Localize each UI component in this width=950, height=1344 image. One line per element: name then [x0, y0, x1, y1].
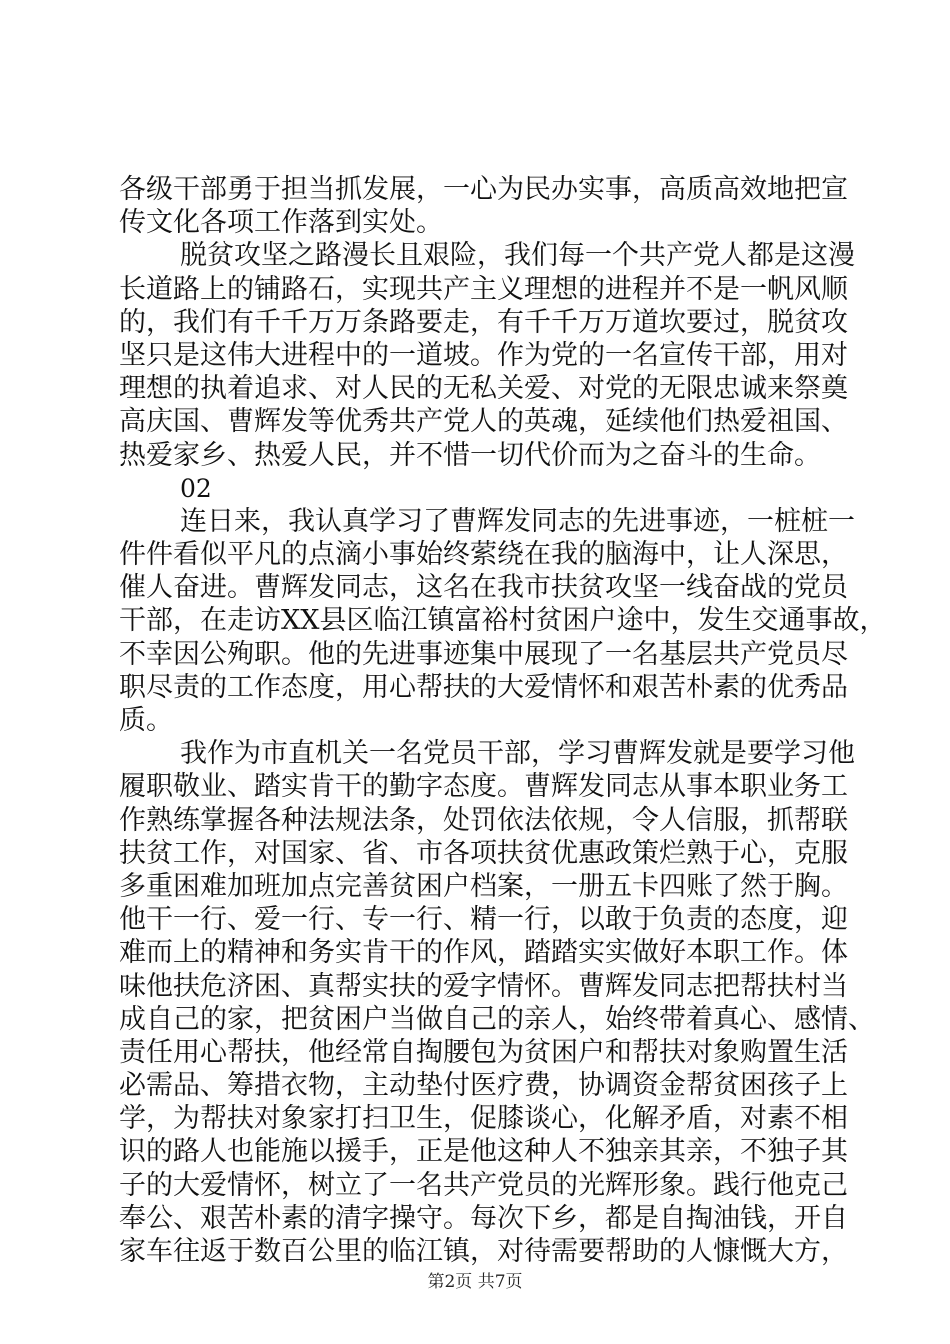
text-line: 履职敬业、踏实肯干的勤字态度。曹辉发同志从事本职业务工 — [119, 771, 848, 802]
text-line: 催人奋进。曹辉发同志，这名在我市扶贫攻坚一线奋战的党员 — [119, 572, 848, 603]
text-line: 子的大爱情怀，树立了一名共产党员的光辉形象。践行他克己 — [119, 1170, 848, 1201]
text-line: 的，我们有千千万万条路要走，有千千万万道坎要过，脱贫攻 — [119, 307, 848, 338]
text-line: 奉公、艰苦朴素的清字操守。每次下乡，都是自掏油钱，开自 — [119, 1203, 848, 1234]
text-line: 难而上的精神和务实肯干的作风，踏踏实实做好本职工作。体 — [119, 937, 848, 968]
text-line: 件件看似平凡的点滴小事始终萦绕在我的脑海中，让人深思， — [119, 539, 848, 570]
text-line: 连日来，我认真学习了曹辉发同志的先进事迹，一桩桩一 — [180, 506, 855, 537]
text-line: 扶贫工作，对国家、省、市各项扶贫优惠政策烂熟于心，克服 — [119, 838, 848, 869]
text-line: 识的路人也能施以援手，正是他这种人不独亲其亲，不独子其 — [119, 1136, 848, 1167]
text-line: 干部，在走访XX县区临江镇富裕村贫困户途中，发生交通事故， — [119, 605, 887, 636]
text-line: 味他扶危济困、真帮实扶的爱字情怀。曹辉发同志把帮扶村当 — [119, 971, 848, 1002]
text-line: 多重困难加班加点完善贫困户档案，一册五卡四账了然于胸。 — [119, 871, 848, 902]
text-line: 他干一行、爱一行、专一行、精一行，以敢于负责的态度，迎 — [119, 904, 848, 935]
text-line: 必需品、筹措衣物，主动垫付医疗费，协调资金帮贫困孩子上 — [119, 1070, 848, 1101]
text-line: 传文化各项工作落到实处。 — [119, 207, 443, 238]
text-line: 脱贫攻坚之路漫长且艰险，我们每一个共产党人都是这漫 — [180, 240, 855, 271]
text-line: 责任用心帮扶，他经常自掏腰包为贫困户和帮扶对象购置生活 — [119, 1037, 848, 1068]
text-line: 质。 — [119, 705, 173, 736]
text-line: 理想的执着追求、对人民的无私关爱、对党的无限忠诚来祭奠 — [119, 373, 848, 404]
text-line: 各级干部勇于担当抓发展，一心为民办实事，高质高效地把宣 — [119, 174, 848, 205]
text-line: 长道路上的铺路石，实现共产主义理想的进程并不是一帆风顺 — [119, 274, 848, 305]
text-line: 成自己的家，把贫困户当做自己的亲人，始终带着真心、感情、 — [119, 1004, 875, 1035]
text-line: 不幸因公殉职。他的先进事迹集中展现了一名基层共产党员尽 — [119, 639, 848, 670]
page-footer: 第2页 共7页 — [427, 1272, 523, 1292]
text-line: 热爱家乡、热爱人民，并不惜一切代价而为之奋斗的生命。 — [119, 440, 821, 471]
section-number: 02 — [180, 474, 212, 503]
text-line: 作熟练掌握各种法规法条，处罚依法依规，令人信服，抓帮联 — [119, 805, 848, 836]
text-line: 我作为市直机关一名党员干部，学习曹辉发就是要学习他 — [180, 738, 855, 769]
text-line: 家车往返于数百公里的临江镇，对待需要帮助的人慷慨大方， — [119, 1236, 848, 1267]
text-line: 坚只是这伟大进程中的一道坡。作为党的一名宣传干部，用对 — [119, 340, 848, 371]
text-line: 学，为帮扶对象家打扫卫生，促膝谈心，化解矛盾，对素不相 — [119, 1103, 848, 1134]
text-line: 高庆国、曹辉发等优秀共产党人的英魂，延续他们热爱祖国、 — [119, 406, 848, 437]
text-line: 职尽责的工作态度，用心帮扶的大爱情怀和艰苦朴素的优秀品 — [119, 672, 848, 703]
